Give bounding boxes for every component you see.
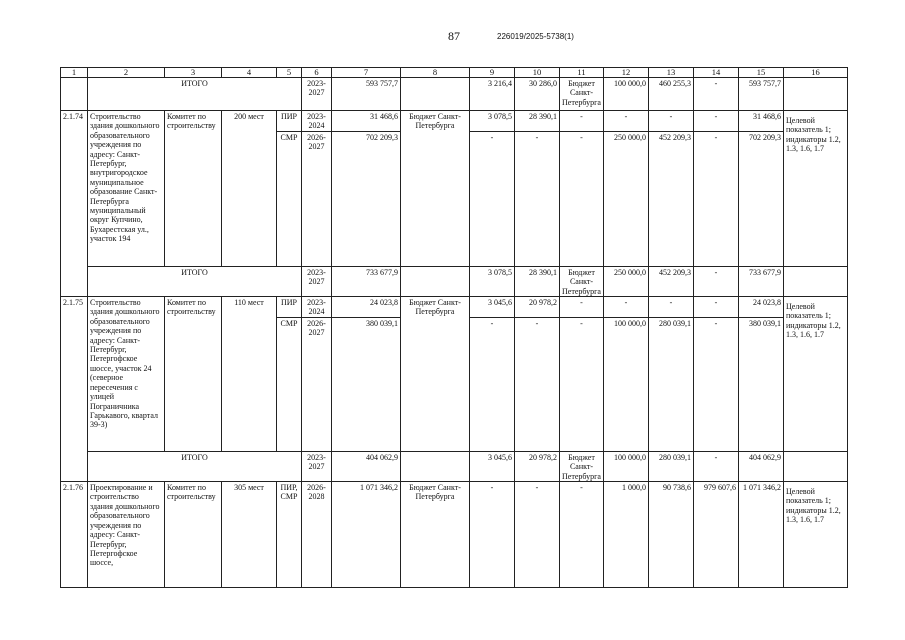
col-num: 14 xyxy=(694,68,739,78)
itogo-c13: 460 255,3 xyxy=(649,78,694,111)
itogo-total: 733 677,9 xyxy=(332,266,401,296)
value-c11: - xyxy=(560,317,604,451)
column-number-row xyxy=(61,68,848,78)
itogo-c14: - xyxy=(694,78,739,111)
itogo-label: ИТОГО xyxy=(88,451,302,481)
itogo-c9: 3 078,5 xyxy=(470,266,515,296)
value-c13: - xyxy=(649,297,694,318)
cell-empty xyxy=(784,78,848,111)
col-num: 1 xyxy=(61,68,88,78)
cell-empty xyxy=(401,451,470,481)
project-name: Строительство здания дошкольного образовательного учреждения по адресу: Санкт-Петербург, Петергофское шоссе, участок 24 (северное пересечения с улицей Пограничника Гарькавого, квартал 39-3) xyxy=(88,297,165,452)
work-type: ПИР xyxy=(277,111,302,132)
work-period: 2026-2027 xyxy=(302,317,332,451)
project-2175-pir-row xyxy=(61,297,848,318)
goal-indicators: Целевой показатель 1; индикаторы 1.2, 1.3, 1.6, 1.7 xyxy=(784,297,848,452)
project-name: Строительство здания дошкольного образовательного учреждения по адресу: Санкт-Петербург, внутригородское муниципальное образование Санкт-Петербурга муниципальный округ Купчино, Бухарестская ул., участок 194 xyxy=(88,111,165,267)
value-c14: - xyxy=(694,317,739,451)
cell-empty xyxy=(61,266,88,296)
value-c13: 452 209,3 xyxy=(649,131,694,266)
value-c11: - xyxy=(560,482,604,588)
project-number: 2.1.75 xyxy=(61,297,88,452)
project-capacity: 305 мест xyxy=(222,482,277,588)
col-num: 3 xyxy=(165,68,222,78)
project-capacity: 200 мест xyxy=(222,111,277,267)
funding-source: Бюджет Санкт-Петербурга xyxy=(401,111,470,267)
col-num: 8 xyxy=(401,68,470,78)
funding-source: Бюджет Санкт-Петербурга xyxy=(401,482,470,588)
value-c12: 250 000,0 xyxy=(604,131,649,266)
project-number: 2.1.76 xyxy=(61,482,88,588)
itogo-label: ИТОГО xyxy=(88,78,302,111)
itogo-label: ИТОГО xyxy=(88,266,302,296)
value-c9: - xyxy=(470,482,515,588)
itogo-c15: 593 757,7 xyxy=(739,78,784,111)
itogo-c12: 100 000,0 xyxy=(604,78,649,111)
col-num: 10 xyxy=(515,68,560,78)
project-executor: Комитет по строительству xyxy=(165,297,222,452)
work-type: ПИР xyxy=(277,297,302,318)
project-executor: Комитет по строительству xyxy=(165,111,222,267)
itogo-row-previous xyxy=(61,78,848,111)
project-capacity: 110 мест xyxy=(222,297,277,452)
value-c9: 3 045,6 xyxy=(470,297,515,318)
value-c11: - xyxy=(560,131,604,266)
work-period: 2026-2027 xyxy=(302,131,332,266)
value-c13: 280 039,1 xyxy=(649,317,694,451)
value-c12: 100 000,0 xyxy=(604,317,649,451)
itogo-c10: 30 286,0 xyxy=(515,78,560,111)
work-period: 2023-2024 xyxy=(302,297,332,318)
col-num: 9 xyxy=(470,68,515,78)
itogo-source: Бюджет Санкт-Петербурга xyxy=(560,451,604,481)
funding-source: Бюджет Санкт-Петербурга xyxy=(401,297,470,452)
project-2176-row xyxy=(61,482,848,588)
work-total: 702 209,3 xyxy=(332,131,401,266)
work-period: 2023-2024 xyxy=(302,111,332,132)
value-c9: 3 078,5 xyxy=(470,111,515,132)
project-2174-pir-row xyxy=(61,111,848,132)
cell-empty xyxy=(61,451,88,481)
value-c12: 1 000,0 xyxy=(604,482,649,588)
col-num: 4 xyxy=(222,68,277,78)
itogo-source: Бюджет Санкт-Петербурга xyxy=(560,78,604,111)
col-num: 7 xyxy=(332,68,401,78)
itogo-c14: - xyxy=(694,451,739,481)
col-num: 15 xyxy=(739,68,784,78)
value-c14: 979 607,6 xyxy=(694,482,739,588)
value-c15: 1 071 346,2 xyxy=(739,482,784,588)
col-num: 16 xyxy=(784,68,848,78)
value-c10: - xyxy=(515,317,560,451)
value-c10: - xyxy=(515,131,560,266)
col-num: 11 xyxy=(560,68,604,78)
value-c13: - xyxy=(649,111,694,132)
work-total: 1 071 346,2 xyxy=(332,482,401,588)
cell-empty xyxy=(61,78,88,111)
project-name: Проектирование и строительство здания дошкольного образовательного учреждения по адресу: Санкт-Петербург, Петергофское шоссе, xyxy=(88,482,165,588)
document-id: 226019/2025-5738(1) xyxy=(497,32,574,41)
page-number: 87 xyxy=(448,29,460,43)
itogo-c10: 20 978,2 xyxy=(515,451,560,481)
itogo-c15: 404 062,9 xyxy=(739,451,784,481)
itogo-total: 404 062,9 xyxy=(332,451,401,481)
value-c12: - xyxy=(604,111,649,132)
col-num: 2 xyxy=(88,68,165,78)
cell-empty xyxy=(784,266,848,296)
itogo-source: Бюджет Санкт-Петербурга xyxy=(560,266,604,296)
col-num: 6 xyxy=(302,68,332,78)
col-num: 13 xyxy=(649,68,694,78)
itogo-c15: 733 677,9 xyxy=(739,266,784,296)
value-c9: - xyxy=(470,317,515,451)
itogo-c10: 28 390,1 xyxy=(515,266,560,296)
value-c15: 702 209,3 xyxy=(739,131,784,266)
cell-empty xyxy=(401,78,470,111)
value-c15: 380 039,1 xyxy=(739,317,784,451)
itogo-c12: 100 000,0 xyxy=(604,451,649,481)
cell-empty xyxy=(401,266,470,296)
value-c15: 31 468,6 xyxy=(739,111,784,132)
work-total: 380 039,1 xyxy=(332,317,401,451)
col-num: 5 xyxy=(277,68,302,78)
program-table xyxy=(60,67,848,588)
project-number: 2.1.74 xyxy=(61,111,88,267)
goal-indicators: Целевой показатель 1; индикаторы 1.2, 1.3, 1.6, 1.7 xyxy=(784,482,848,588)
goal-indicators: Целевой показатель 1; индикаторы 1.2, 1.3, 1.6, 1.7 xyxy=(784,111,848,267)
itogo-c9: 3 045,6 xyxy=(470,451,515,481)
work-type: СМР xyxy=(277,317,302,451)
itogo-c14: - xyxy=(694,266,739,296)
value-c11: - xyxy=(560,111,604,132)
value-c10: 28 390,1 xyxy=(515,111,560,132)
itogo-c12: 250 000,0 xyxy=(604,266,649,296)
project-executor: Комитет по строительству xyxy=(165,482,222,588)
itogo-period: 2023-2027 xyxy=(302,266,332,296)
value-c9: - xyxy=(470,131,515,266)
value-c12: - xyxy=(604,297,649,318)
value-c14: - xyxy=(694,111,739,132)
work-type: ПИР, СМР xyxy=(277,482,302,588)
value-c15: 24 023,8 xyxy=(739,297,784,318)
value-c14: - xyxy=(694,131,739,266)
col-num: 12 xyxy=(604,68,649,78)
value-c14: - xyxy=(694,297,739,318)
itogo-c13: 280 039,1 xyxy=(649,451,694,481)
itogo-total: 593 757,7 xyxy=(332,78,401,111)
work-total: 24 023,8 xyxy=(332,297,401,318)
value-c11: - xyxy=(560,297,604,318)
project-2174-itogo-row xyxy=(61,266,848,296)
itogo-period: 2023-2027 xyxy=(302,451,332,481)
work-type: СМР xyxy=(277,131,302,266)
itogo-c13: 452 209,3 xyxy=(649,266,694,296)
value-c10: 20 978,2 xyxy=(515,297,560,318)
work-period: 2026-2028 xyxy=(302,482,332,588)
value-c13: 90 738,6 xyxy=(649,482,694,588)
itogo-period: 2023-2027 xyxy=(302,78,332,111)
work-total: 31 468,6 xyxy=(332,111,401,132)
cell-empty xyxy=(784,451,848,481)
value-c10: - xyxy=(515,482,560,588)
itogo-c9: 3 216,4 xyxy=(470,78,515,111)
project-2175-itogo-row xyxy=(61,451,848,481)
